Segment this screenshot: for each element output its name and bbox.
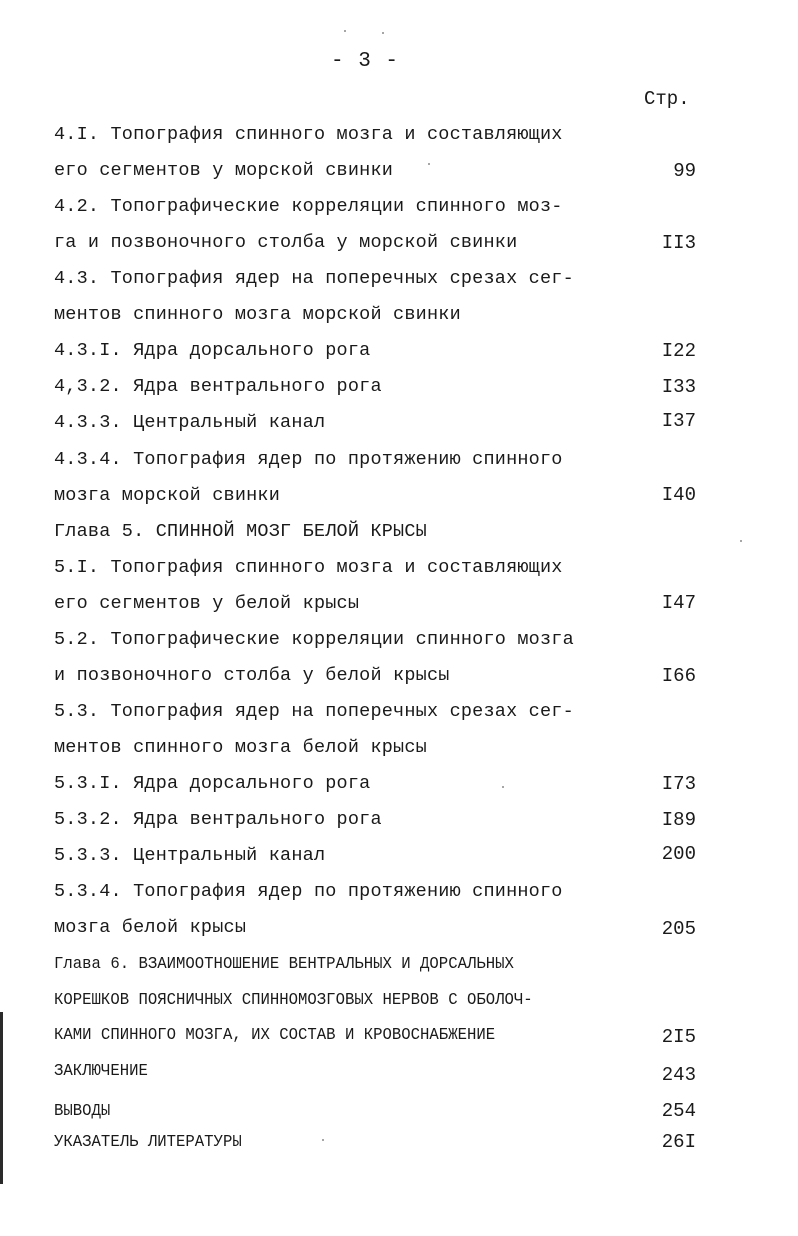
chapter-heading: Глава 6. ВЗАИМООТНОШЕНИЕ ВЕНТРАЛЬНЫХ И ДОРСАЛЬНЫХ [54, 955, 514, 974]
toc-line: 4.3.I. Ядра дорсального рога [54, 340, 371, 361]
section-heading-conclusion: ЗАКЛЮЧЕНИЕ [54, 1062, 148, 1081]
toc-line: 5.3. Топография ядер на поперечных срезах сег- [54, 701, 574, 722]
toc-line: 4,3.2. Ядра вентрального рога [54, 376, 382, 397]
toc-line: 5.2. Топографические корреляции спинного мозга [54, 629, 574, 650]
scan-speck [344, 30, 346, 32]
toc-line: 5.3.3. Центральный канал [54, 845, 326, 866]
chapter-heading: КАМИ СПИННОГО МОЗГА, ИХ СОСТАВ И КРОВОСНАБЖЕНИЕ [54, 1026, 496, 1045]
scan-speck [322, 1139, 324, 1141]
toc-line: 5.3.4. Топография ядер по протяжению спинного [54, 881, 563, 902]
toc-page-number: 200 [661, 843, 696, 865]
toc-page-number: I47 [661, 592, 696, 614]
toc-line: его сегментов у белой крысы [54, 593, 360, 614]
chapter-heading: КОРЕШКОВ ПОЯСНИЧНЫХ СПИННОМОЗГОВЫХ НЕРВОВ С ОБОЛОЧ- [54, 991, 533, 1010]
toc-page-number: 2I5 [661, 1026, 696, 1048]
toc-line: 4.3.4. Топография ядер по протяжению спинного [54, 449, 563, 470]
toc-line: 4.3.3. Центральный канал [54, 412, 326, 433]
toc-line: его сегментов у морской свинки [54, 160, 394, 181]
toc-page-number: I37 [661, 410, 696, 432]
section-heading-findings: ВЫВОДЫ [54, 1102, 111, 1121]
scan-speck [502, 786, 504, 788]
page-column-header: Стр. [644, 88, 690, 110]
toc-line: 4.I. Топография спинного мозга и составляющих [54, 124, 563, 145]
toc-line: 4.2. Топографические корреляции спинного моз- [54, 196, 563, 217]
toc-page-number: I33 [661, 376, 696, 398]
toc-line: ментов спинного мозга белой крысы [54, 737, 427, 758]
toc-page-number: 205 [661, 918, 696, 940]
toc-line: 5.I. Топография спинного мозга и составляющих [54, 557, 563, 578]
toc-line: 5.3.2. Ядра вентрального рога [54, 809, 382, 830]
toc-line: 5.3.I. Ядра дорсального рога [54, 773, 371, 794]
toc-page-number: I89 [661, 809, 696, 831]
toc-line: 4.3. Топография ядер на поперечных срезах сег- [54, 268, 574, 289]
page-number: - 3 - [330, 50, 399, 73]
scan-speck [428, 163, 430, 165]
toc-page-number: I22 [661, 340, 696, 362]
scan-speck [740, 540, 742, 542]
toc-page-number: I66 [661, 665, 696, 687]
toc-page-number: 99 [673, 160, 696, 182]
chapter-heading: Глава 5. СПИННОЙ МОЗГ БЕЛОЙ КРЫСЫ [54, 521, 427, 542]
toc-page-number: I73 [661, 773, 696, 795]
toc-page-number: 254 [661, 1100, 696, 1122]
toc-line: и позвоночного столба у белой крысы [54, 665, 450, 686]
toc-line: мозга морской свинки [54, 485, 281, 506]
toc-page-number: II3 [661, 232, 696, 254]
toc-line: га и позвоночного столба у морской свинки [54, 232, 518, 253]
toc-page-number: I40 [661, 484, 696, 506]
scan-binding-edge [0, 1012, 3, 1184]
toc-page-number: 26I [661, 1131, 696, 1153]
toc-line: ментов спинного мозга морской свинки [54, 304, 461, 325]
scan-speck [382, 32, 384, 34]
section-heading-references: УКАЗАТЕЛЬ ЛИТЕРАТУРЫ [54, 1133, 242, 1152]
toc-line: мозга белой крысы [54, 917, 247, 938]
toc-page-number: 243 [661, 1064, 696, 1086]
